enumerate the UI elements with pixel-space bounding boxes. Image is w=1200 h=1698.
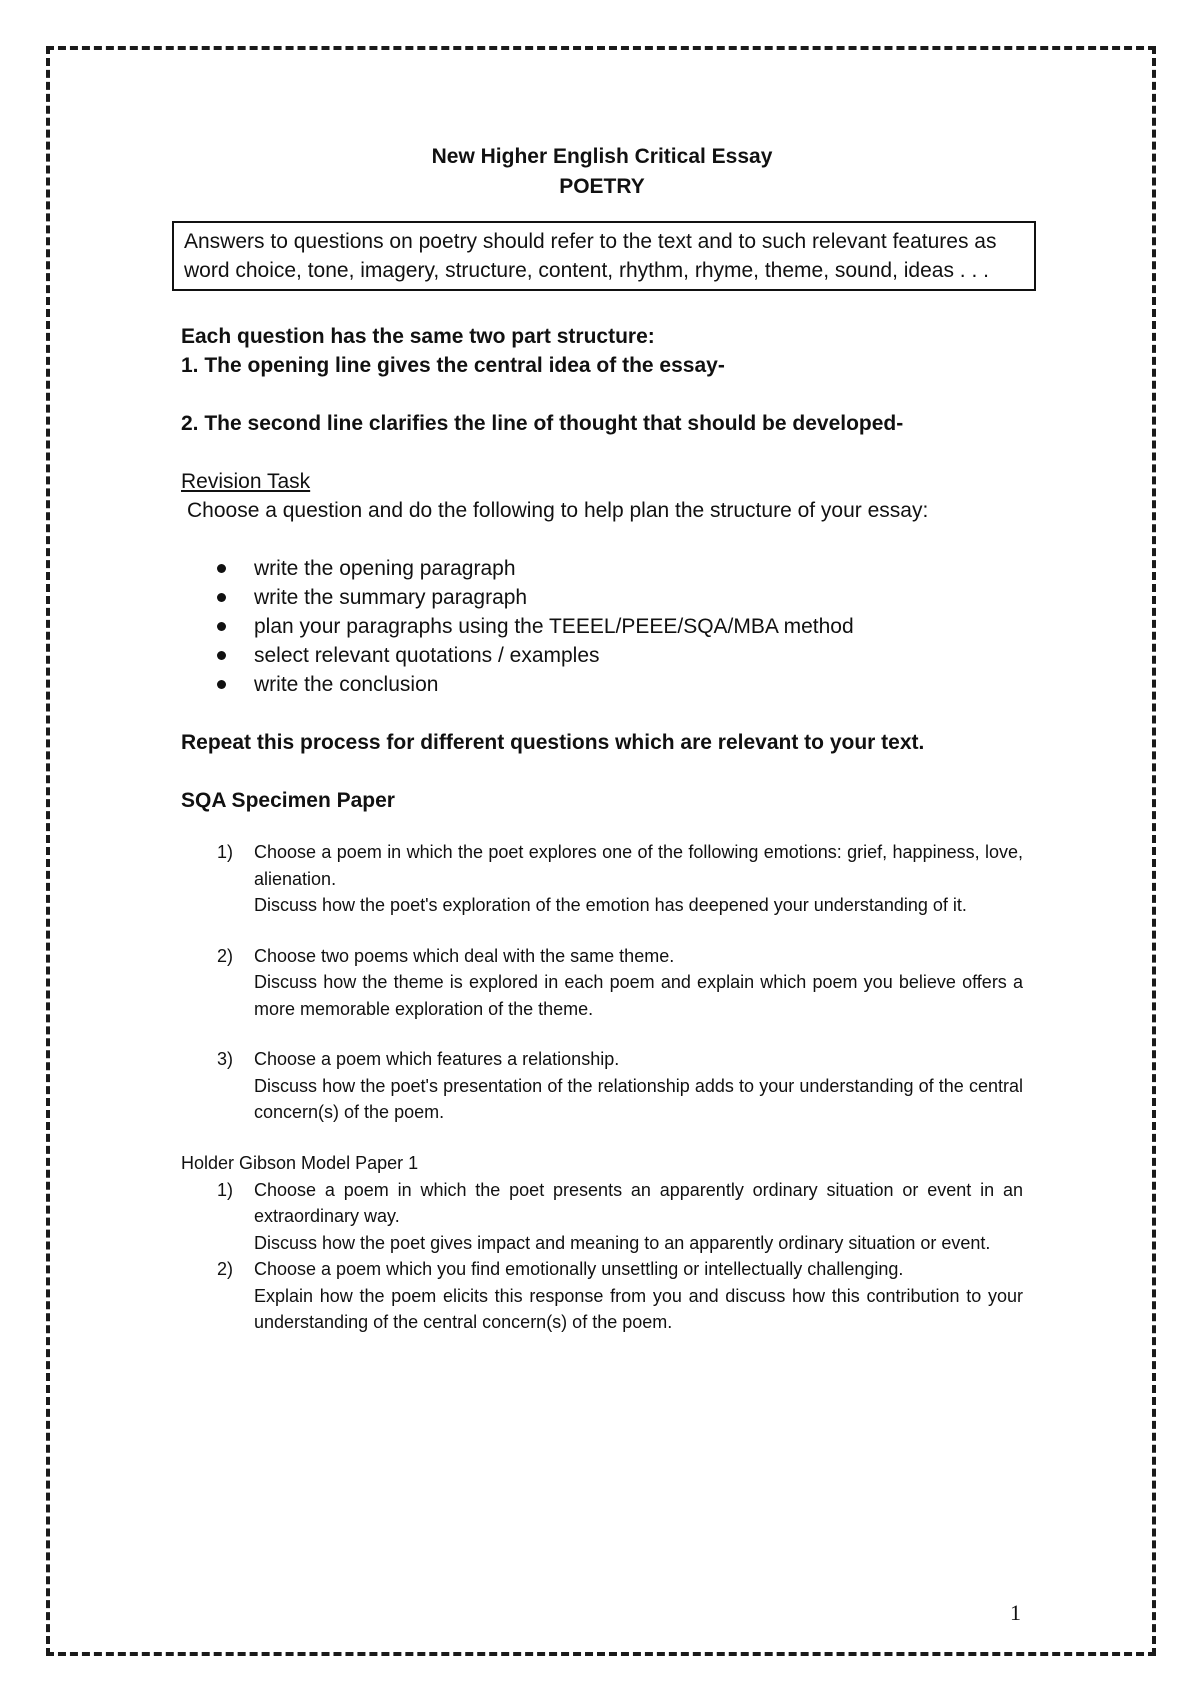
question-text: Choose two poems which deal with the same theme. bbox=[254, 945, 675, 966]
bullet-icon bbox=[217, 651, 226, 660]
holder-question-list bbox=[181, 1177, 1023, 1336]
revision-task-list bbox=[181, 554, 1023, 699]
question-text: Choose a poem in which the poet presents an apparently ordinary situation or event in an extraordinary way. bbox=[254, 1179, 1023, 1226]
bullet-icon bbox=[217, 680, 226, 689]
holder-gibson-heading: Holder Gibson Model Paper 1 bbox=[181, 1152, 419, 1173]
list-item: write the opening paragraph bbox=[181, 554, 1023, 583]
revision-heading: Revision Task bbox=[181, 470, 311, 493]
structure-heading: Each question has the same two part structure: bbox=[181, 325, 655, 348]
sqa-question-list bbox=[181, 839, 1023, 1126]
structure-line-2: 2. The second line clarifies the line of thought that should be developed- bbox=[181, 412, 904, 435]
spacer bbox=[181, 380, 1023, 409]
question-item bbox=[181, 1177, 1023, 1257]
question-discuss: Discuss how the poet's presentation of the relationship adds to your understanding of the central concern(s) of the poem. bbox=[254, 1075, 1023, 1122]
structure-section bbox=[181, 322, 1023, 438]
question-item bbox=[181, 1256, 1023, 1336]
document-title: New Higher English Critical Essay bbox=[431, 145, 773, 168]
question-number: 1) bbox=[217, 842, 234, 862]
structure-line-1: 1. The opening line gives the central idea of the essay- bbox=[181, 354, 725, 377]
question-discuss: Explain how the poem elicits this response from you and discuss how this contribution to your understanding of the central concern(s) of the poem. bbox=[254, 1285, 1023, 1332]
question-number: 3) bbox=[217, 1049, 234, 1069]
revision-intro: Choose a question and do the following to help plan the structure of your essay: bbox=[187, 499, 929, 522]
bullet-icon bbox=[217, 622, 226, 631]
page-number: 1 bbox=[1010, 1600, 1021, 1625]
question-item bbox=[181, 1046, 1023, 1126]
document-body bbox=[181, 142, 1023, 1336]
intro-text: Answers to questions on poetry should refer to the text and to such relevant features as word choice, tone, imagery, structure, content, rhythm, rhyme, theme, sound, ideas . . . bbox=[184, 230, 997, 282]
intro-box bbox=[172, 221, 1036, 291]
list-item: write the conclusion bbox=[181, 670, 1023, 699]
question-number: 1) bbox=[217, 1179, 234, 1200]
bullet-icon bbox=[217, 564, 226, 573]
question-text: Choose a poem in which the poet explores one of the following emotions: grief, happiness, love, alienation. bbox=[254, 842, 1023, 889]
list-item: select relevant quotations / examples bbox=[181, 641, 1023, 670]
question-text: Choose a poem which features a relationship. bbox=[254, 1049, 620, 1069]
question-number: 2) bbox=[217, 1259, 234, 1279]
repeat-instruction: Repeat this process for different questions which are relevant to your text. bbox=[181, 731, 925, 754]
question-discuss: Discuss how the theme is explored in each poem and explain which poem you believe offers a more memorable exploration of the theme. bbox=[254, 972, 1023, 1019]
title-block bbox=[181, 142, 1023, 202]
question-item bbox=[181, 839, 1023, 919]
list-item: write the summary paragraph bbox=[181, 583, 1023, 612]
bullet-icon bbox=[217, 593, 226, 602]
question-item bbox=[181, 943, 1023, 1023]
sqa-heading: SQA Specimen Paper bbox=[181, 789, 395, 812]
question-text: Choose a poem which you find emotionally unsettling or intellectually challenging. bbox=[254, 1259, 904, 1279]
question-discuss: Discuss how the poet's exploration of the emotion has deepened your understanding of it. bbox=[254, 895, 967, 915]
list-item: plan your paragraphs using the TEEEL/PEEE/SQA/MBA method bbox=[181, 612, 1023, 641]
question-number: 2) bbox=[217, 945, 234, 966]
document-subtitle: POETRY bbox=[559, 175, 645, 198]
question-discuss: Discuss how the poet gives impact and meaning to an apparently ordinary situation or event. bbox=[254, 1232, 991, 1253]
